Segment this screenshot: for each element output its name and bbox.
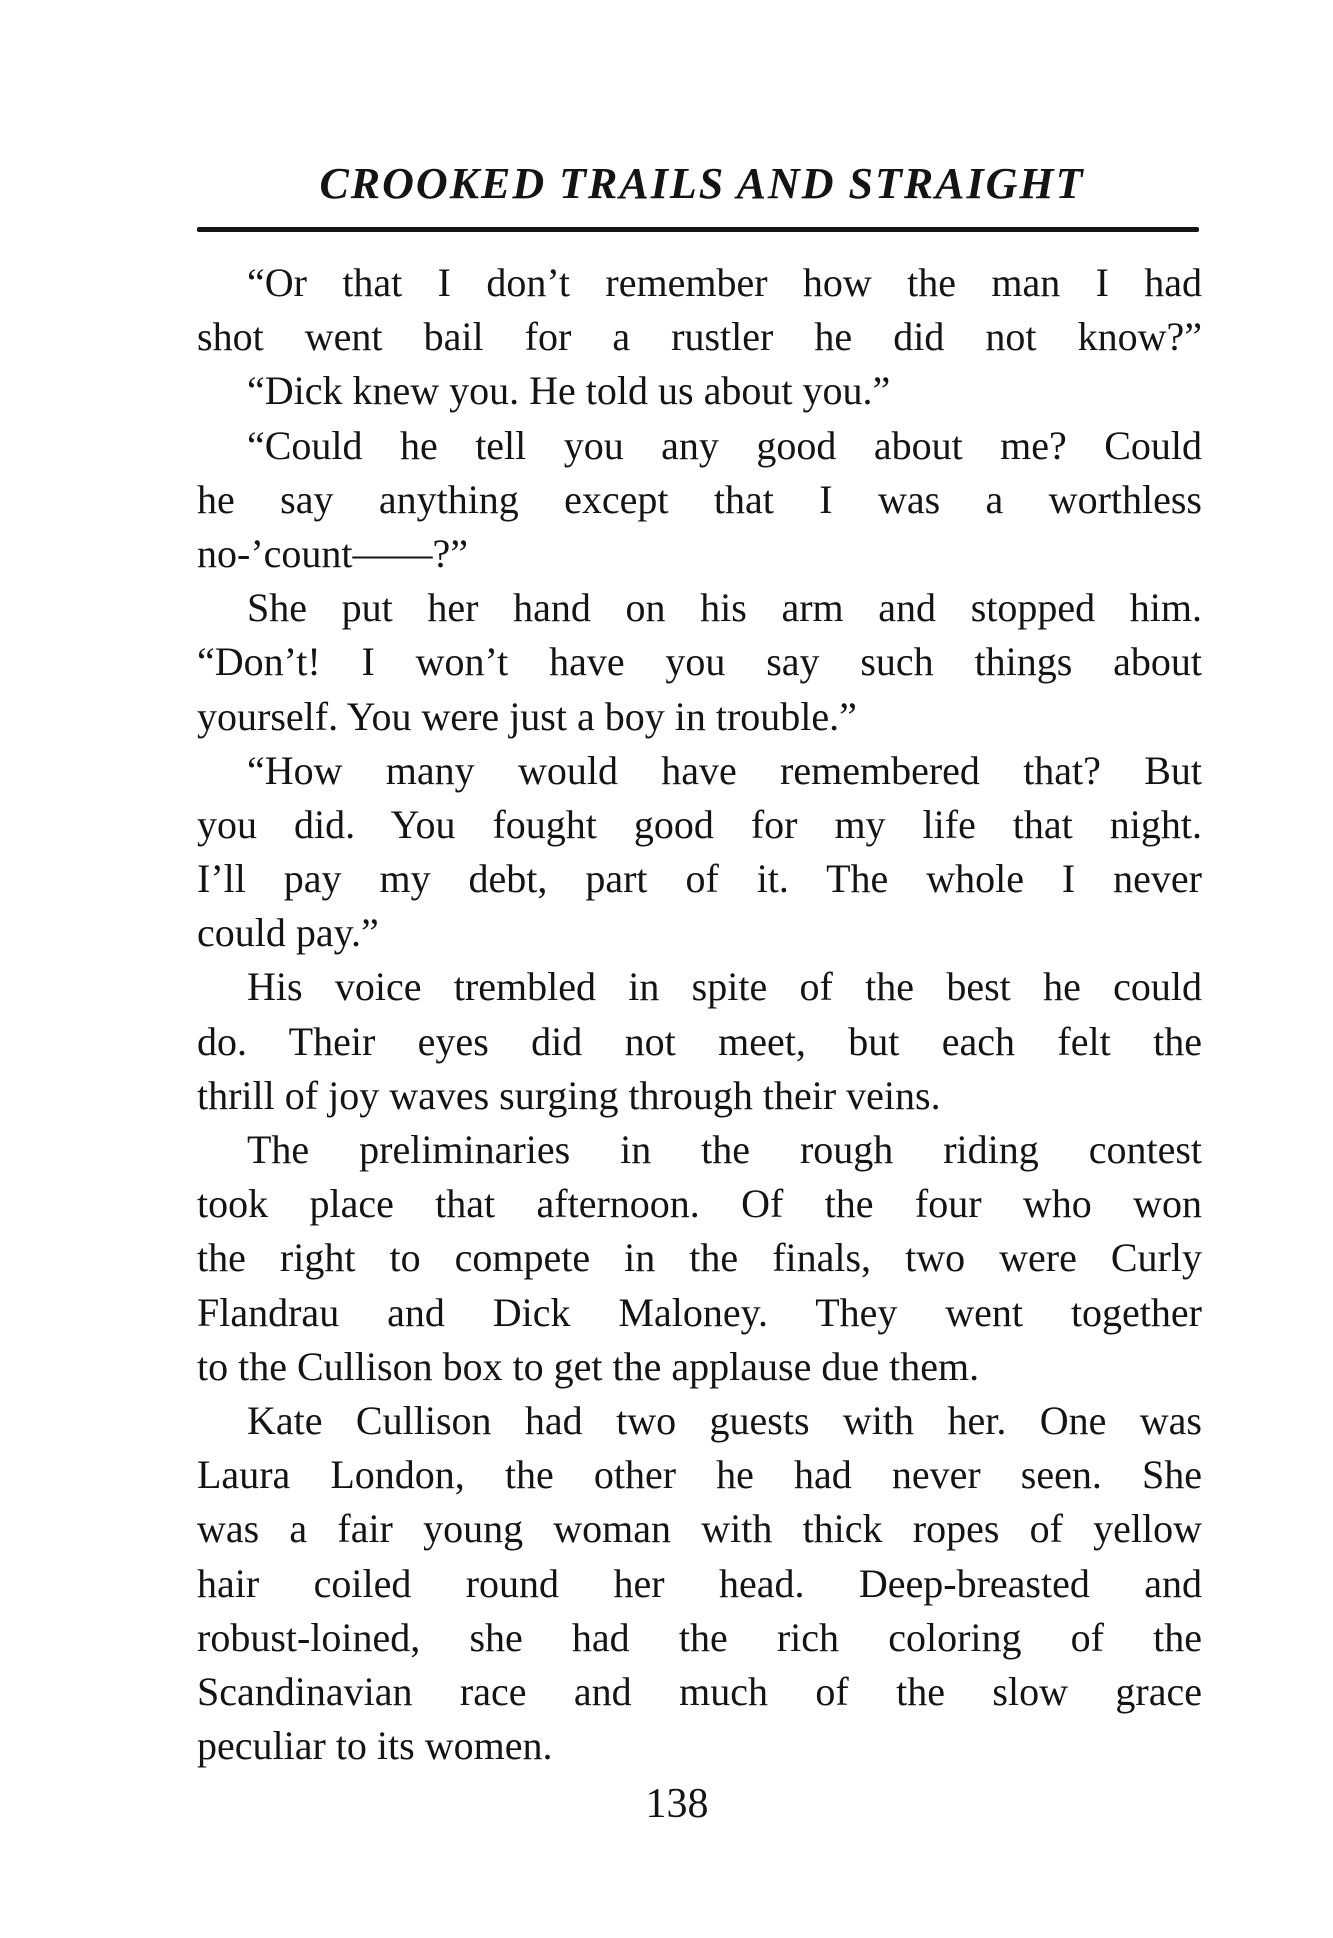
body-text xyxy=(197,256,1202,1773)
text-line: could pay.” xyxy=(197,910,379,956)
text-line: yourself. You were just a boy in trouble.” xyxy=(197,693,857,739)
header-rule xyxy=(197,227,1199,232)
page-number: 138 xyxy=(645,1781,709,1827)
text-line: “Don’t! I won’t have you say such things about xyxy=(197,639,1202,685)
text-line: I’ll pay my debt, part of it. The whole I never xyxy=(197,856,1202,902)
text-line: Scandinavian race and much of the slow grace xyxy=(197,1668,1202,1714)
text-line: peculiar to its women. xyxy=(197,1723,553,1769)
text-line: Kate Cullison had two guests with her. One was xyxy=(247,1397,1202,1443)
text-line: His voice trembled in spite of the best he could xyxy=(247,964,1202,1010)
text-line: She put her hand on his arm and stopped him. xyxy=(247,585,1202,631)
text-line: Flandrau and Dick Maloney. They went together xyxy=(197,1289,1202,1335)
text-line: took place that afternoon. Of the four who won xyxy=(197,1181,1202,1227)
text-line: The preliminaries in the rough riding contest xyxy=(247,1127,1202,1172)
text-line: to the Cullison box to get the applause due them. xyxy=(197,1343,980,1389)
text-line: “Dick knew you. He told us about you.” xyxy=(247,368,891,414)
text-line: thrill of joy waves surging through their veins. xyxy=(197,1072,941,1118)
running-head: CROOKED TRAILS AND STRAIGHT xyxy=(319,159,1085,208)
text-line: “Could he tell you any good about me? Could xyxy=(247,422,1202,468)
text-line: do. Their eyes did not meet, but each felt the xyxy=(197,1018,1202,1064)
text-line: was a fair young woman with thick ropes of yellow xyxy=(197,1506,1202,1552)
text-line: you did. You fought good for my life that night. xyxy=(197,801,1202,847)
text-line: “Or that I don’t remember how the man I had xyxy=(247,260,1202,305)
text-line: no-’count——?” xyxy=(197,530,469,576)
text-line: “How many would have remembered that? But xyxy=(247,747,1202,793)
text-line: hair coiled round her head. Deep-breasted and xyxy=(197,1560,1202,1606)
text-line: shot went bail for a rustler he did not know?” xyxy=(197,314,1202,360)
text-line: robust-loined, she had the rich coloring of the xyxy=(197,1614,1202,1660)
text-line: Laura London, the other he had never seen. She xyxy=(197,1452,1202,1498)
text-line: the right to compete in the finals, two were Curly xyxy=(197,1235,1202,1281)
text-line: he say anything except that I was a worthless xyxy=(197,476,1202,522)
